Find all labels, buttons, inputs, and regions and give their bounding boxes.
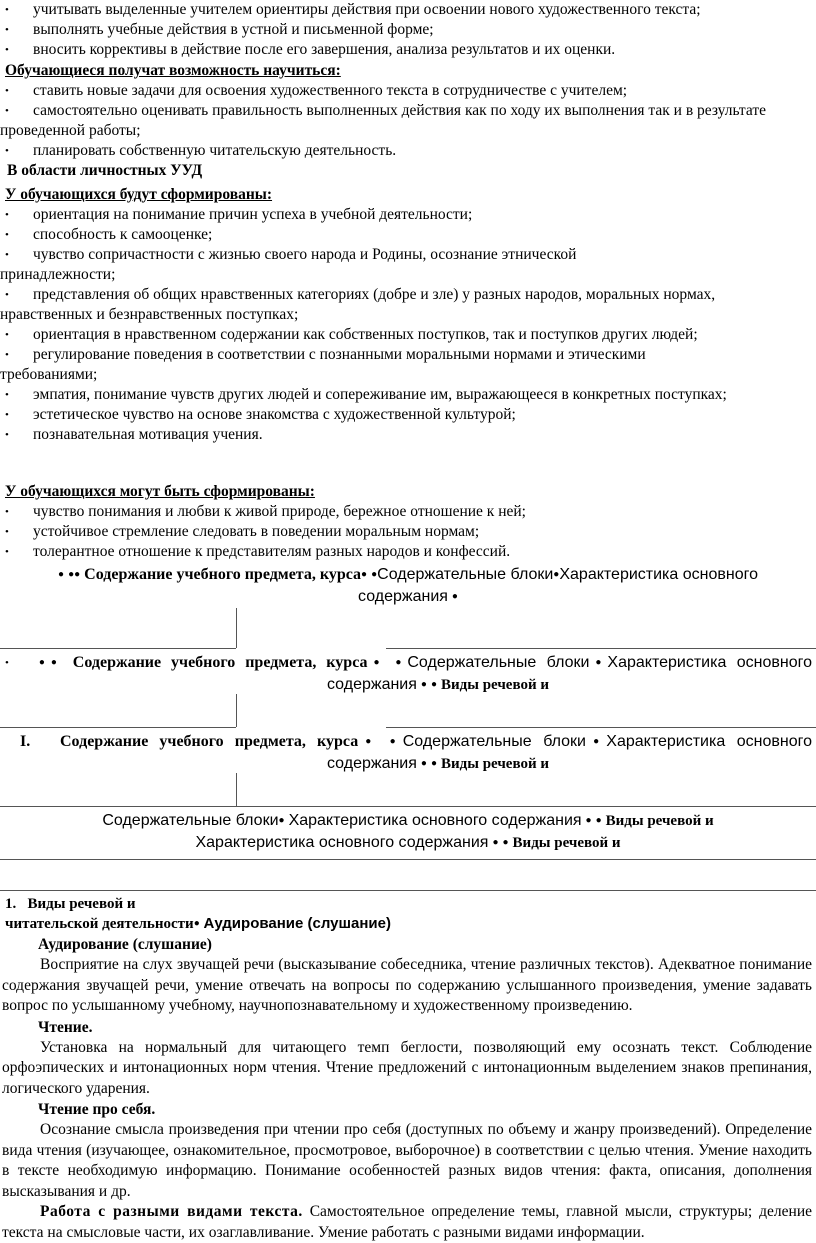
toc-blocks: Содержательные блоки [402,733,586,750]
bullet: • [5,105,9,117]
dot-icon: ● [395,657,408,668]
reading-heading: Чтение. [38,1018,93,1036]
bullet: • [5,209,9,221]
dot-icon: ● [451,591,458,602]
dot-icon: ● [361,569,368,580]
toc-characteristic: Характеристика основного [559,566,758,583]
table-rule [0,727,236,728]
bullet: • [5,409,9,421]
dot-icon: ● [585,815,592,826]
dot-icon: ● [492,837,499,848]
toc-char-full: Характеристика основного содержания [288,812,582,829]
table-divider [236,773,237,806]
list-item: • самостоятельно оценивать правильность выполненных действия как по ходу их выполнения так и в результате проведенной работы; [0,102,767,139]
list-item: • познавательная мотивация учения. [5,426,263,443]
list-d [0,502,790,562]
toc-speech: Виды речевой и [441,756,549,772]
section-title-line2: читательской деятельности [5,916,194,932]
list-item: • планировать собственную читательскую деятельность. [5,142,397,159]
list-item: • регулирование поведения в соответствии с познанными моральными нормами и этическими требованиями; [0,346,646,383]
toc-blocks: Содержательные блоки [377,566,554,583]
toc-characteristic: Характеристика основного [607,654,812,671]
table-divider [236,694,237,727]
bullet: • [5,329,9,341]
dot-icon: ● [38,657,51,668]
bullet: • [5,85,9,97]
texts-text: Самостоятельное определение темы, главной мысли, структуры; деление текста на смысловые части, их озаглавливание. Умение работать с разными видами информации. [2,1203,812,1241]
toc-content: содержания [327,676,417,693]
list-item: • учитывать выделенные учителем ориентиры действия при освоении нового художественного текста; [5,1,701,18]
reading-text: Установка на нормальный для читающего темп беглости, позволяющий ему осознать текст. Соблюдение орфоэпических и интонационных норм чтения. Чтение предложений с интонационным выделением знаков препинания, логического ударения. [2,1038,812,1097]
list-item: • ставить новые задачи для освоения художественного текста в сотрудничестве с учителем; [5,82,628,99]
toc-speech: Виды речевой и [512,835,621,851]
bullet: • [5,546,9,558]
list-a [0,0,810,60]
bullet: • [5,506,9,518]
dot-icon: ● [367,657,386,668]
table-rule [386,648,816,649]
dot-icon: ● [502,837,509,848]
list-item: • толерантное отношение к представителям разных народов и конфессий. [5,543,511,560]
dot-icon: ● [420,758,427,769]
list-item: • чувство понимания и любви к живой природе, бережное отношение к ней; [5,503,526,520]
dot-icon: ● [430,679,437,690]
dot-icon: ● [193,918,200,929]
section-title-suffix: Аудирование (слушание) [203,915,391,932]
dot-icon: ● [586,736,607,747]
dot-icon: ● [589,657,608,668]
toc-course-title: Содержание учебного предмета, курса [84,566,362,583]
list-item: • чувство сопричастности с жизнью своего народа и Родины, осознание этнической принадлежности; [0,246,577,283]
bullet: • [5,249,9,261]
section-title-line1: Виды речевой и [27,896,136,912]
table-rule [0,806,816,807]
toc-speech: Виды речевой и [605,813,714,829]
toc-block-2 [0,652,816,696]
list-item: • вносить коррективы в действие после его завершения, анализа результатов и их оценки. [5,41,616,58]
toc-course-title: Содержание учебного предмета, курса [60,733,359,750]
table-divider [236,608,237,648]
table-rule [0,890,816,891]
dot-icon: ● [420,679,427,690]
list-item: • устойчивое стремление следовать в поведении моральным нормам; [5,523,480,540]
bullet: • [5,526,9,538]
list-c [0,205,760,445]
heading-personal: В области личностных УУД [7,162,203,179]
dot-icon: ● [358,736,379,747]
list-b [0,81,790,161]
table-rule [386,727,816,728]
dot-icon: ● [68,569,75,580]
heading-can-learn: Обучающиеся получат возможность научиться: [5,62,341,79]
section-number: 1. [5,896,17,912]
audition-heading: Аудирование (слушание) [38,936,212,953]
bullet: • [5,389,9,401]
bullet: • [5,429,9,441]
dot-icon: ● [553,569,560,580]
bullet: • [5,657,9,669]
heading-may-be-formed: У обучающихся могут быть сформированы: [5,483,315,500]
bullet: • [5,24,9,36]
table-rule [0,859,816,860]
toc-characteristic: Характеристика основного [606,733,813,750]
toc-block-1 [0,564,816,608]
dot-icon: ● [50,657,63,668]
toc-content: содержания [327,755,417,772]
toc-blocks: Содержательные блоки [102,812,279,829]
toc-content: содержания [358,588,448,605]
dot-icon: ● [595,815,602,826]
bullet: • [5,145,9,157]
dot-icon: ● [278,815,285,826]
toc-block-3 [0,731,816,775]
bullet: • [5,4,9,16]
list-item: • способность к самооценке; [5,226,213,243]
list-item: • эстетическое чувство на основе знакомства с художественной культурой; [5,406,516,423]
bullet: • [5,289,9,301]
bullet: • [5,44,9,56]
toc-block-4 [0,810,816,854]
list-item: • эмпатия, понимание чувств других людей и сопереживание им, выражающееся в конкретных поступках; [5,386,727,403]
table-rule [0,648,236,649]
dot-icon: ● [74,569,81,580]
texts-heading: Работа с разными видами текста. [40,1203,303,1220]
toc-speech: Виды речевой и [441,677,549,693]
audition-text: Восприятие на слух звучащей речи (высказывание собеседника, чтение различных текстов). Адекватное понимание содержания звучащей речи, умение отвечать на вопросы по содержанию услышанного произведения, умение задавать вопрос по услышанному учебному, научнопознавательному и художественному произведению. [2,956,812,1014]
toc-blocks: Содержательные блоки [407,654,590,671]
dot-icon: ● [371,569,378,580]
list-item: • ориентация в нравственном содержании как собственных поступков, так и поступков других людей; [5,326,698,343]
bullet: • [5,349,9,361]
list-item: • выполнять учебные действия в устной и письменной форме; [5,21,434,38]
heading-will-be-formed: У обучающихся будут сформированы: [5,186,273,203]
dot-icon: ● [58,569,65,580]
dot-icon: ● [430,758,437,769]
dot-icon: ● [389,736,403,747]
list-item: • ориентация на понимание причин успеха в учебной деятельности; [5,206,473,223]
silent-reading-heading: Чтение про себя. [38,1101,156,1118]
texts-paragraph [0,1202,814,1243]
roman-numeral: I. [20,733,31,750]
list-item: • представления об общих нравственных категориях (добре и зле) у разных народов, моральных нормах, нравственных и безнравственных поступках; [0,286,716,323]
silent-reading-text: Осознание смысла произведения при чтении про себя (доступных по объему и жанру произведений). Определение вида чтения (изучающее, ознакомительное, просмотровое, выборочное) в соответствии с целью чтения. Умение находить в тексте необходимую информацию. Понимание особенностей разных видов чтения: факта, описания, дополнения высказывания и др. [2,1121,812,1200]
toc-char-full: Характеристика основного содержания [195,834,489,851]
bullet: • [5,229,9,241]
toc-course-title: Содержание учебного предмета, курса [72,654,368,671]
section-1 [0,894,814,1243]
